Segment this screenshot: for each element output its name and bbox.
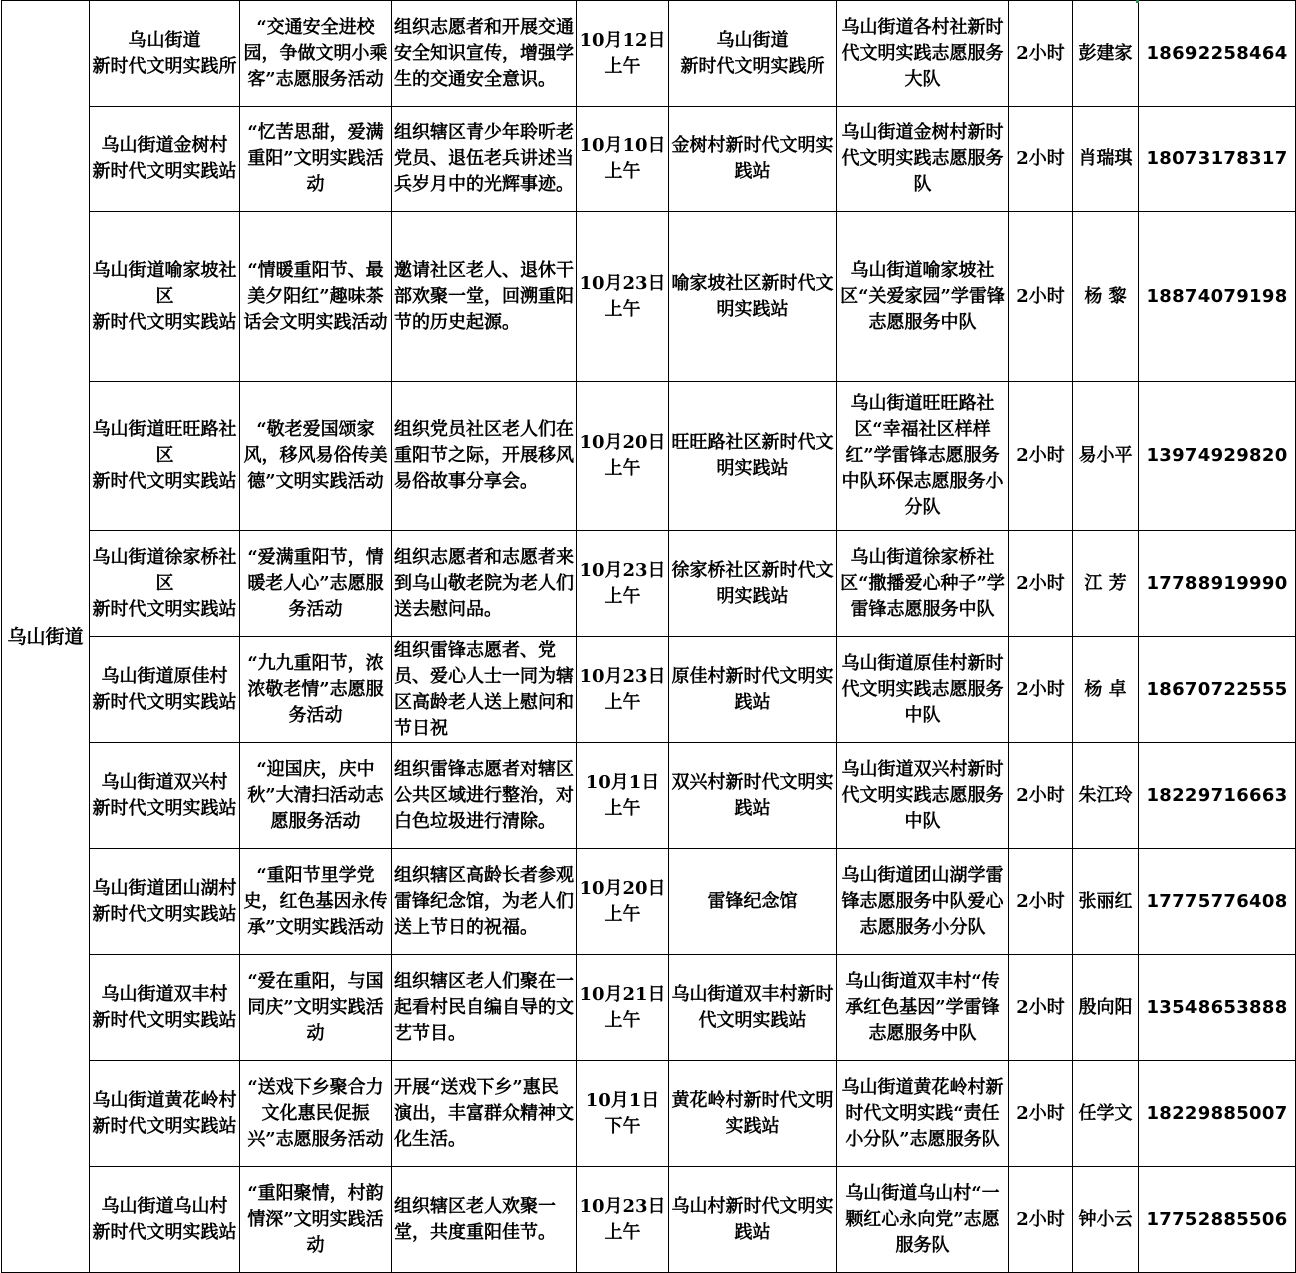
duration-cell: 2小时	[1009, 1167, 1073, 1273]
station-cell: 乌山街道原佳村 新时代文明实践站	[90, 637, 240, 743]
duration-cell: 2小时	[1009, 212, 1073, 382]
station-cell: 乌山街道双兴村 新时代文明实践站	[90, 743, 240, 849]
activity-cell: “重阳聚情，村韵情深”文明实践活动	[240, 1167, 392, 1273]
station-cell: 乌山街道团山湖村 新时代文明实践站	[90, 849, 240, 955]
station-cell: 乌山街道黄花岭村 新时代文明实践站	[90, 1061, 240, 1167]
time-cell: 10月12日上午	[577, 1, 669, 107]
table-row	[2, 637, 1296, 743]
team-cell: 乌山街道各村社新时代文明实践志愿服务大队	[837, 1, 1009, 107]
content-cell: 组织雷锋志愿者对辖区公共区域进行整治，对白色垃圾进行清除。	[392, 743, 577, 849]
time-cell: 10月10日上午	[577, 107, 669, 212]
team-cell: 乌山街道黄花岭村新时代文明实践“责任小分队”志愿服务队	[837, 1061, 1009, 1167]
activity-cell: “敬老爱国颂家风，移风易俗传美德”文明实践活动	[240, 382, 392, 531]
activity-table	[1, 0, 1296, 1273]
table-row	[2, 531, 1296, 637]
activity-cell: “迎国庆，庆中秋”大清扫活动志愿服务活动	[240, 743, 392, 849]
phone-cell: 18874079198	[1139, 212, 1296, 382]
table-row	[2, 1061, 1296, 1167]
phone-cell: 17752885506	[1139, 1167, 1296, 1273]
activity-cell: “九九重阳节，浓浓敬老情”志愿服务活动	[240, 637, 392, 743]
phone-cell: 18670722555	[1139, 637, 1296, 743]
contact-cell: 易小平	[1073, 382, 1139, 531]
team-cell: 乌山街道双丰村“传承红色基因”学雷锋志愿服务中队	[837, 955, 1009, 1061]
duration-cell: 2小时	[1009, 1, 1073, 107]
time-cell: 10月23日上午	[577, 212, 669, 382]
phone-cell: 13974929820	[1139, 382, 1296, 531]
time-cell: 10月23日上午	[577, 1167, 669, 1273]
team-cell: 乌山街道乌山村“一颗红心永向党”志愿服务队	[837, 1167, 1009, 1273]
activity-cell: “交通安全进校园，争做文明小乘客”志愿服务活动	[240, 1, 392, 107]
location-cell: 双兴村新时代文明实践站	[669, 743, 837, 849]
duration-cell: 2小时	[1009, 531, 1073, 637]
content-cell: 组织志愿者和志愿者来到乌山敬老院为老人们送去慰问品。	[392, 531, 577, 637]
phone-cell: 18692258464	[1139, 1, 1296, 107]
team-cell: 乌山街道原佳村新时代文明实践志愿服务中队	[837, 637, 1009, 743]
time-cell: 10月23日上午	[577, 531, 669, 637]
time-cell: 10月20日上午	[577, 382, 669, 531]
station-cell: 乌山街道 新时代文明实践所	[90, 1, 240, 107]
content-cell: 组织辖区老人们聚在一起看村民自编自导的文艺节目。	[392, 955, 577, 1061]
contact-cell: 张丽红	[1073, 849, 1139, 955]
team-cell: 乌山街道喻家坡社区“关爱家园”学雷锋志愿服务中队	[837, 212, 1009, 382]
content-cell: 开展“送戏下乡”惠民演出，丰富群众精神文化生活。	[392, 1061, 577, 1167]
table-row	[2, 955, 1296, 1061]
phone-cell: 17788919990	[1139, 531, 1296, 637]
corner-mark	[1136, 0, 1139, 3]
phone-cell: 18073178317	[1139, 107, 1296, 212]
time-cell: 10月20日上午	[577, 849, 669, 955]
station-cell: 乌山街道金树村 新时代文明实践站	[90, 107, 240, 212]
contact-cell: 任学文	[1073, 1061, 1139, 1167]
activity-cell: “爱满重阳节，情暖老人心”志愿服务活动	[240, 531, 392, 637]
location-cell: 原佳村新时代文明实践站	[669, 637, 837, 743]
location-cell: 乌山街道 新时代文明实践所	[669, 1, 837, 107]
duration-cell: 2小时	[1009, 955, 1073, 1061]
content-cell: 组织志愿者和开展交通安全知识宣传，增强学生的交通安全意识。	[392, 1, 577, 107]
location-cell: 乌山村新时代文明实践站	[669, 1167, 837, 1273]
content-cell: 组织辖区高龄长者参观雷锋纪念馆，为老人们送上节日的祝福。	[392, 849, 577, 955]
table-row	[2, 1, 1296, 107]
time-cell: 10月1日下午	[577, 1061, 669, 1167]
duration-cell: 2小时	[1009, 743, 1073, 849]
time-cell: 10月21日上午	[577, 955, 669, 1061]
contact-cell: 肖瑞琪	[1073, 107, 1139, 212]
contact-cell: 杨 卓	[1073, 637, 1139, 743]
table-row	[2, 1167, 1296, 1273]
team-cell: 乌山街道双兴村新时代文明实践志愿服务中队	[837, 743, 1009, 849]
contact-cell: 江 芳	[1073, 531, 1139, 637]
location-cell: 旺旺路社区新时代文明实践站	[669, 382, 837, 531]
content-cell: 组织党员社区老人们在重阳节之际，开展移风易俗故事分享会。	[392, 382, 577, 531]
contact-cell: 钟小云	[1073, 1167, 1139, 1273]
street-cell: 乌山街道	[2, 1, 90, 1273]
activity-cell: “忆苦思甜，爱满重阳”文明实践活动	[240, 107, 392, 212]
phone-cell: 18229716663	[1139, 743, 1296, 849]
content-cell: 邀请社区老人、退休干部欢聚一堂，回溯重阳节的历史起源。	[392, 212, 577, 382]
location-cell: 黄花岭村新时代文明实践站	[669, 1061, 837, 1167]
duration-cell: 2小时	[1009, 1061, 1073, 1167]
station-cell: 乌山街道双丰村 新时代文明实践站	[90, 955, 240, 1061]
location-cell: 喻家坡社区新时代文明实践站	[669, 212, 837, 382]
team-cell: 乌山街道徐家桥社区“撒播爱心种子”学雷锋志愿服务中队	[837, 531, 1009, 637]
phone-cell: 17775776408	[1139, 849, 1296, 955]
contact-cell: 彭建家	[1073, 1, 1139, 107]
table-row	[2, 743, 1296, 849]
station-cell: 乌山街道徐家桥社区 新时代文明实践站	[90, 531, 240, 637]
duration-cell: 2小时	[1009, 849, 1073, 955]
activity-cell: “爱在重阳，与国同庆”文明实践活动	[240, 955, 392, 1061]
team-cell: 乌山街道金树村新时代文明实践志愿服务队	[837, 107, 1009, 212]
table-row	[2, 849, 1296, 955]
activity-cell: “重阳节里学党史，红色基因永传承”文明实践活动	[240, 849, 392, 955]
duration-cell: 2小时	[1009, 107, 1073, 212]
table-row	[2, 382, 1296, 531]
location-cell: 金树村新时代文明实践站	[669, 107, 837, 212]
content-cell: 组织雷锋志愿者、党员、爱心人士一同为辖区高龄老人送上慰问和节日祝	[392, 637, 577, 743]
station-cell: 乌山街道旺旺路社区 新时代文明实践站	[90, 382, 240, 531]
duration-cell: 2小时	[1009, 382, 1073, 531]
team-cell: 乌山街道团山湖学雷锋志愿服务中队爱心志愿服务小分队	[837, 849, 1009, 955]
time-cell: 10月23日上午	[577, 637, 669, 743]
table-row	[2, 107, 1296, 212]
content-cell: 组织辖区老人欢聚一堂，共度重阳佳节。	[392, 1167, 577, 1273]
contact-cell: 朱江玲	[1073, 743, 1139, 849]
duration-cell: 2小时	[1009, 637, 1073, 743]
activity-cell: “情暖重阳节、最美夕阳红”趣味茶话会文明实践活动	[240, 212, 392, 382]
table-row	[2, 212, 1296, 382]
location-cell: 徐家桥社区新时代文明实践站	[669, 531, 837, 637]
station-cell: 乌山街道乌山村 新时代文明实践站	[90, 1167, 240, 1273]
content-cell: 组织辖区青少年聆听老党员、退伍老兵讲述当兵岁月中的光辉事迹。	[392, 107, 577, 212]
location-cell: 乌山街道双丰村新时代文明实践站	[669, 955, 837, 1061]
team-cell: 乌山街道旺旺路社区“幸福社区样样红”学雷锋志愿服务中队环保志愿服务小分队	[837, 382, 1009, 531]
station-cell: 乌山街道喻家坡社区 新时代文明实践站	[90, 212, 240, 382]
contact-cell: 杨 黎	[1073, 212, 1139, 382]
time-cell: 10月1日上午	[577, 743, 669, 849]
contact-cell: 殷向阳	[1073, 955, 1139, 1061]
location-cell: 雷锋纪念馆	[669, 849, 837, 955]
phone-cell: 13548653888	[1139, 955, 1296, 1061]
activity-cell: “送戏下乡聚合力 文化惠民促振兴”志愿服务活动	[240, 1061, 392, 1167]
phone-cell: 18229885007	[1139, 1061, 1296, 1167]
